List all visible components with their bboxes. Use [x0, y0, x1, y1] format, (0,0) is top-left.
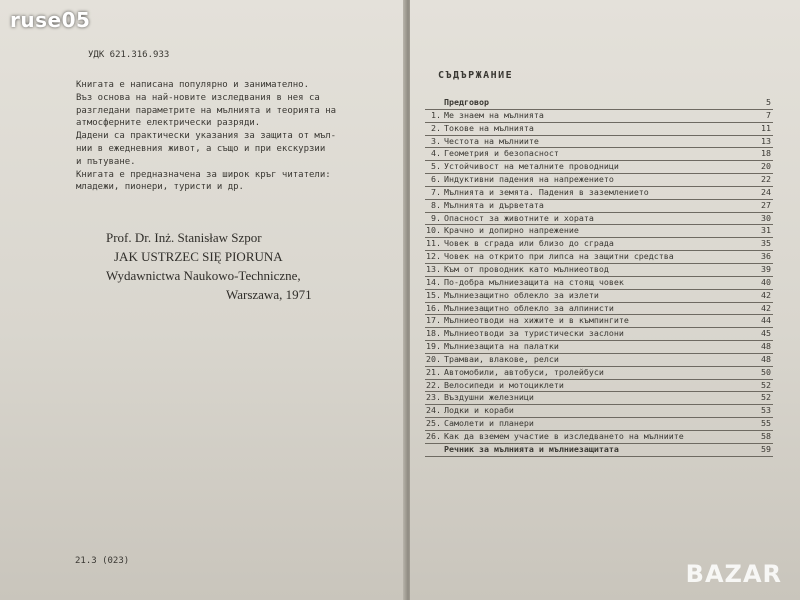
toc-entry-page: 59 [761, 443, 771, 454]
toc-entry-title: Мълниезащита на палатки [444, 341, 559, 352]
toc-entry [425, 251, 773, 264]
toc-entry-page: 20 [761, 161, 771, 172]
toc-entry-title: Самолети и планери [444, 418, 534, 429]
toc-entry-title: Мълнията и земята. Падения в заземлението [444, 186, 649, 197]
toc-entry-page: 7 [766, 109, 771, 120]
toc-entry-title: Опасност за животните и хората [444, 212, 594, 223]
toc-entry-number: 4. [431, 148, 441, 159]
toc-entry-number: 26. [426, 430, 441, 441]
toc-entry-page: 50 [761, 366, 771, 377]
toc-entry-number: 5. [431, 161, 441, 172]
toc-entry [425, 315, 773, 328]
toc-entry [425, 277, 773, 290]
toc-entry-page: 42 [761, 302, 771, 313]
toc-entry-title: Мълнията и дърветата [444, 199, 544, 210]
toc-entry-number: 10. [426, 225, 441, 236]
toc-entry [425, 136, 773, 149]
toc-entry-number: 16. [426, 302, 441, 313]
toc-entry-number: 14. [426, 276, 441, 287]
toc-entry-title: Велосипеди и мотоциклети [444, 379, 564, 390]
table-of-contents [425, 97, 773, 457]
toc-entry [425, 238, 773, 251]
place-year: Warszawa, 1971 [226, 287, 312, 302]
bazar-logo: BAZAR [685, 560, 782, 588]
toc-entry [425, 290, 773, 303]
toc-entry-title: Индуктивни падения на напрежението [444, 174, 614, 185]
toc-entry [425, 110, 773, 123]
toc-entry-number: 7. [431, 186, 441, 197]
toc-entry-page: 42 [761, 289, 771, 300]
toc-title: СЪДЪРЖАНИЕ [438, 70, 514, 81]
toc-entry-title: По-добра мълниезащита на стоящ човек [444, 276, 624, 287]
toc-entry-number: 19. [426, 341, 441, 352]
toc-entry [425, 148, 773, 161]
book-description [76, 79, 376, 194]
toc-entry [425, 97, 773, 110]
toc-entry-title: Ме знаем на мълнията [444, 109, 544, 120]
toc-entry-number: 21. [426, 366, 441, 377]
toc-entry [425, 380, 773, 393]
toc-entry [425, 213, 773, 226]
description-line: Въз основа на най-новите изследвания в нея са [76, 92, 320, 103]
toc-entry-number: 13. [426, 263, 441, 274]
toc-entry-page: 48 [761, 353, 771, 364]
toc-entry-page: 5 [766, 97, 771, 107]
toc-entry-page: 48 [761, 341, 771, 352]
toc-entry [425, 174, 773, 187]
toc-entry-number: 24. [426, 405, 441, 416]
toc-entry-title: Геометрия и безопасност [444, 148, 559, 159]
toc-entry-page: 11 [761, 122, 771, 133]
original-edition-info [106, 228, 312, 304]
toc-entry [425, 303, 773, 316]
toc-entry [425, 328, 773, 341]
toc-entry-page: 24 [761, 186, 771, 197]
toc-entry-page: 52 [761, 392, 771, 403]
toc-entry-number: 15. [426, 289, 441, 300]
toc-entry [425, 431, 773, 444]
toc-entry-number: 9. [431, 212, 441, 223]
toc-entry-title: Към от проводник като мълниеотвод [444, 263, 609, 274]
toc-entry-number: 1. [431, 109, 441, 120]
toc-entry-page: 40 [761, 276, 771, 287]
toc-entry-number: 23. [426, 392, 441, 403]
toc-entry-page: 39 [761, 263, 771, 274]
toc-entry-title: Предговор [444, 97, 489, 107]
toc-entry-title: Мълниезащитно облекло за алпинисти [444, 302, 614, 313]
description-line: нии в ежедневния живот, а също и при екскурзии [76, 143, 326, 154]
toc-entry-number: 18. [426, 328, 441, 339]
toc-entry [425, 341, 773, 354]
toc-entry-page: 31 [761, 225, 771, 236]
original-title: JAK USTRZEC SIĘ PIORUNA [114, 249, 283, 264]
classification-code: 21.3 (023) [75, 556, 130, 566]
description-line: атмосферните електрически разряди. [76, 118, 261, 129]
toc-entry-title: Речник за мълнията и мълниезащитата [444, 443, 619, 454]
toc-entry-page: 45 [761, 328, 771, 339]
toc-entry-title: Трамваи, влакове, релси [444, 353, 559, 364]
toc-entry [425, 161, 773, 174]
toc-entry [425, 392, 773, 405]
toc-entry-page: 35 [761, 238, 771, 249]
toc-entry-title: Токове на мълнията [444, 122, 534, 133]
toc-entry-number: 12. [426, 251, 441, 262]
toc-entry-title: Честота на мълниите [444, 135, 539, 146]
toc-entry-page: 52 [761, 379, 771, 390]
toc-entry-number: 11. [426, 238, 441, 249]
toc-entry-title: Автомобили, автобуси, тролейбуси [444, 366, 604, 377]
toc-entry [425, 418, 773, 431]
toc-entry [425, 123, 773, 136]
toc-entry [425, 405, 773, 418]
toc-entry [425, 444, 773, 457]
toc-entry-title: Въздушни железници [444, 392, 534, 403]
toc-entry-number: 3. [431, 135, 441, 146]
toc-entry-title: Устойчивост на металните проводници [444, 161, 619, 172]
toc-entry-page: 22 [761, 174, 771, 185]
toc-entry-page: 30 [761, 212, 771, 223]
toc-entry-number: 6. [431, 174, 441, 185]
toc-entry-title: Мълниеотводи за туристически заслони [444, 328, 624, 339]
toc-entry-number: 8. [431, 199, 441, 210]
description-line: Дадени са практически указания за защита от мъл- [76, 131, 337, 142]
toc-entry [425, 354, 773, 367]
toc-entry-number: 25. [426, 418, 441, 429]
toc-entry-number: 17. [426, 315, 441, 326]
toc-entry-page: 36 [761, 251, 771, 262]
toc-entry-title: Човек на открито при липса на защитни средства [444, 251, 674, 262]
toc-entry-page: 27 [761, 199, 771, 210]
toc-entry-title: Крачно и допирно напрежение [444, 225, 579, 236]
description-line: младежи, пионери, туристи и др. [76, 182, 244, 193]
toc-entry-number: 20. [426, 353, 441, 364]
toc-entry-page: 58 [761, 430, 771, 441]
toc-entry-page: 13 [761, 135, 771, 146]
toc-entry [425, 200, 773, 213]
toc-entry-title: Мълниеотводи на хижите и в къмпингите [444, 315, 629, 326]
toc-entry [425, 264, 773, 277]
toc-entry-page: 55 [761, 418, 771, 429]
description-line: Книгата е предназначена за широк кръг читатели: [76, 169, 331, 180]
description-line: и пътуване. [76, 156, 136, 167]
description-line: Книгата е написана популярно и занимателно. [76, 80, 309, 90]
toc-entry [425, 367, 773, 380]
description-line: разгледани параметрите на мълнията и теорията на [76, 105, 337, 116]
toc-entry-title: Човек в сграда или близо до сграда [444, 238, 614, 249]
author-name: Prof. Dr. Inż. Stanisław Szpor [106, 230, 262, 245]
toc-entry-page: 18 [761, 148, 771, 159]
udk-code: УДК 621.316.933 [88, 50, 170, 60]
toc-entry [425, 187, 773, 200]
publisher: Wydawnictwa Naukowo-Techniczne, [106, 268, 301, 283]
toc-entry-number: 22. [426, 379, 441, 390]
toc-entry-title: Мълниезащитно облекло за излети [444, 289, 599, 300]
toc-entry-number: 2. [431, 122, 441, 133]
toc-entry [425, 225, 773, 238]
toc-entry-page: 53 [761, 405, 771, 416]
watermark-text: ruse05 [10, 8, 91, 32]
toc-entry-page: 44 [761, 315, 771, 326]
toc-entry-title: Как да вземем участие в изследването на мълниите [444, 430, 684, 441]
toc-entry-title: Лодки и кораби [444, 405, 514, 416]
